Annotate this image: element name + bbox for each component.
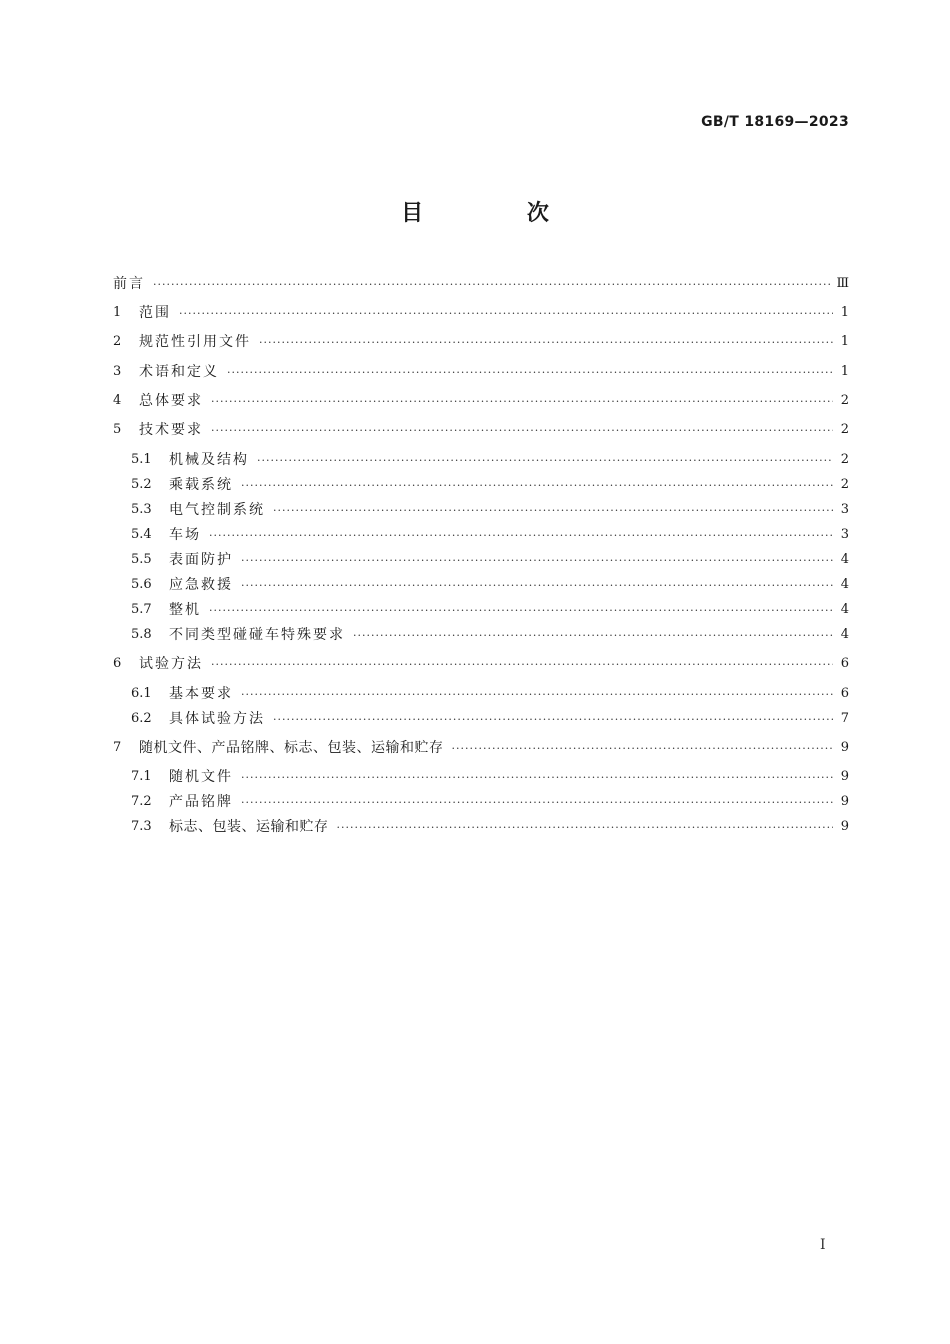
toc-page: 9 bbox=[840, 819, 849, 834]
toc-number: 5 bbox=[113, 422, 122, 437]
toc-number: 6 bbox=[113, 656, 122, 671]
toc-page: 7 bbox=[840, 711, 849, 726]
toc-label: 应急救援 bbox=[169, 577, 233, 593]
toc-number: 5.2 bbox=[131, 477, 152, 492]
toc-number: 7 bbox=[113, 740, 122, 755]
toc-label: 试验方法 bbox=[139, 656, 203, 672]
toc-label: 规范性引用文件 bbox=[139, 334, 251, 350]
toc-leader-dots bbox=[227, 363, 833, 383]
toc-entry-5-2[interactable] bbox=[131, 474, 849, 496]
toc-leader-dots bbox=[273, 501, 833, 521]
toc-leader-dots bbox=[337, 818, 834, 838]
toc-number: 4 bbox=[113, 393, 122, 408]
toc-leader-dots bbox=[211, 655, 833, 675]
toc-page: 4 bbox=[840, 627, 849, 642]
toc-entry-7-1[interactable] bbox=[131, 766, 849, 788]
toc-number: 7.1 bbox=[131, 769, 152, 784]
toc-entry-5-4[interactable] bbox=[131, 524, 849, 546]
toc-page: 6 bbox=[840, 656, 849, 671]
toc-leader-dots bbox=[259, 333, 833, 353]
toc-page: 1 bbox=[840, 364, 849, 379]
toc-page: 4 bbox=[840, 552, 849, 567]
toc-label: 前言 bbox=[113, 276, 145, 292]
toc-number: 3 bbox=[113, 364, 122, 379]
toc-page: 2 bbox=[840, 422, 849, 437]
toc-number: 7.3 bbox=[131, 819, 152, 834]
toc-page: 1 bbox=[840, 305, 849, 320]
toc-entry-7-3[interactable] bbox=[131, 816, 849, 838]
toc-title: 目 次 bbox=[401, 201, 597, 226]
toc-entry-7[interactable] bbox=[113, 737, 849, 759]
toc-entry-3[interactable] bbox=[113, 361, 849, 383]
toc-label: 乘载系统 bbox=[169, 477, 233, 493]
toc-page: 9 bbox=[840, 769, 849, 784]
toc-number: 7.2 bbox=[131, 794, 152, 809]
toc-number: 5.1 bbox=[131, 452, 152, 467]
toc-label: 基本要求 bbox=[169, 686, 233, 702]
toc-entry-6-1[interactable] bbox=[131, 683, 849, 705]
toc-number: 6.2 bbox=[131, 711, 152, 726]
toc-entry-foreword[interactable] bbox=[113, 273, 849, 295]
toc-leader-dots bbox=[241, 768, 833, 788]
toc-number: 5.6 bbox=[131, 577, 152, 592]
toc-leader-dots bbox=[153, 275, 830, 295]
toc-entry-5-5[interactable] bbox=[131, 549, 849, 571]
toc-entry-5-3[interactable] bbox=[131, 499, 849, 521]
toc-leader-dots bbox=[241, 476, 833, 496]
toc-label: 范围 bbox=[139, 305, 171, 321]
toc-entry-7-2[interactable] bbox=[131, 791, 849, 813]
toc-page: 2 bbox=[840, 477, 849, 492]
toc-label: 标志、包装、运输和贮存 bbox=[169, 819, 329, 835]
toc-label: 车场 bbox=[169, 527, 201, 543]
toc-number: 2 bbox=[113, 334, 122, 349]
toc-number: 1 bbox=[113, 305, 122, 320]
toc-entry-5[interactable] bbox=[113, 419, 849, 441]
toc-leader-dots bbox=[209, 526, 833, 546]
toc-number: 6.1 bbox=[131, 686, 152, 701]
toc-page: Ⅲ bbox=[836, 276, 849, 291]
toc-entry-6-2[interactable] bbox=[131, 708, 849, 730]
toc-leader-dots bbox=[241, 551, 833, 571]
toc-page: 2 bbox=[840, 452, 849, 467]
toc-leader-dots bbox=[241, 576, 833, 596]
toc-entry-5-8[interactable] bbox=[131, 624, 849, 646]
toc-entry-1[interactable] bbox=[113, 302, 849, 324]
toc-leader-dots bbox=[211, 392, 833, 412]
toc-label: 术语和定义 bbox=[139, 364, 219, 380]
toc-number: 5.4 bbox=[131, 527, 152, 542]
toc-page: 1 bbox=[840, 334, 849, 349]
toc-leader-dots bbox=[241, 793, 833, 813]
toc-leader-dots bbox=[209, 601, 833, 621]
toc-leader-dots bbox=[211, 421, 833, 441]
toc-label: 总体要求 bbox=[139, 393, 203, 409]
toc-entry-5-7[interactable] bbox=[131, 599, 849, 621]
toc-label: 随机文件 bbox=[169, 769, 233, 785]
toc-page: 3 bbox=[840, 527, 849, 542]
toc-label: 整机 bbox=[169, 602, 201, 618]
toc-number: 5.8 bbox=[131, 627, 152, 642]
toc-number: 5.7 bbox=[131, 602, 152, 617]
toc-page: 9 bbox=[840, 794, 849, 809]
toc-page: 2 bbox=[840, 393, 849, 408]
toc-page: 3 bbox=[840, 502, 849, 517]
toc-number: 5.3 bbox=[131, 502, 152, 517]
toc-leader-dots bbox=[241, 685, 833, 705]
toc-leader-dots bbox=[452, 739, 834, 759]
toc-entry-5-1[interactable] bbox=[131, 449, 849, 471]
toc-leader-dots bbox=[179, 304, 833, 324]
toc-entry-6[interactable] bbox=[113, 653, 849, 675]
toc-page: 4 bbox=[840, 577, 849, 592]
toc-entry-4[interactable] bbox=[113, 390, 849, 412]
toc-page: 6 bbox=[840, 686, 849, 701]
toc-page: 4 bbox=[840, 602, 849, 617]
toc-label: 随机文件、产品铭牌、标志、包装、运输和贮存 bbox=[139, 740, 444, 756]
toc-label: 具体试验方法 bbox=[169, 711, 265, 727]
toc-entry-5-6[interactable] bbox=[131, 574, 849, 596]
toc-number: 5.5 bbox=[131, 552, 152, 567]
toc-page: 9 bbox=[840, 740, 849, 755]
toc-label: 机械及结构 bbox=[169, 452, 249, 468]
toc-label: 不同类型碰碰车特殊要求 bbox=[169, 627, 345, 643]
toc-label: 产品铭牌 bbox=[169, 794, 233, 810]
toc-entry-2[interactable] bbox=[113, 331, 849, 353]
toc-leader-dots bbox=[353, 626, 833, 646]
toc-label: 表面防护 bbox=[169, 552, 233, 568]
toc-leader-dots bbox=[257, 451, 833, 471]
toc-label: 电气控制系统 bbox=[169, 502, 265, 518]
page-number: I bbox=[820, 1237, 826, 1253]
toc-leader-dots bbox=[273, 710, 833, 730]
standard-code: GB/T 18169—2023 bbox=[701, 114, 849, 130]
toc-label: 技术要求 bbox=[139, 422, 203, 438]
